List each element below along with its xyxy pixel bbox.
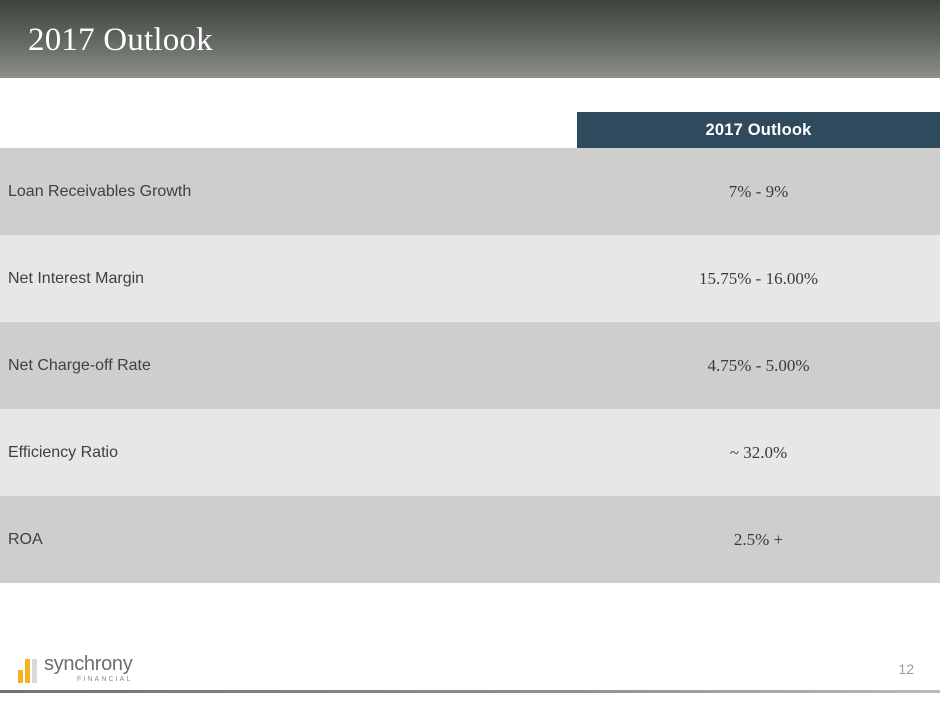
row-label: Loan Receivables Growth	[8, 182, 192, 200]
row-label: Net Interest Margin	[8, 269, 145, 287]
row-label: Net Charge-off Rate	[8, 356, 151, 374]
column-header-2017-outlook: 2017 Outlook	[577, 112, 940, 148]
table-row	[0, 148, 940, 235]
page-title: 2017 Outlook	[28, 22, 213, 58]
slide-header-banner	[0, 0, 940, 78]
row-value: 7% - 9%	[728, 181, 789, 201]
row-value: 4.75% - 5.00%	[707, 355, 810, 375]
page-number: 12	[898, 661, 914, 677]
table-row	[0, 496, 940, 583]
logo-bars-icon	[18, 659, 38, 683]
table-row	[0, 409, 940, 496]
row-value: ~ 32.0%	[729, 442, 788, 462]
synchrony-financial-logo	[18, 649, 132, 683]
logo-text	[44, 654, 132, 683]
logo-wordmark: synchrony	[44, 653, 133, 675]
row-label: Efficiency Ratio	[8, 443, 118, 461]
row-label: ROA	[8, 530, 43, 548]
table-header-row	[0, 112, 940, 148]
logo-subtitle: FINANCIAL	[76, 676, 133, 683]
footer-divider	[0, 690, 940, 693]
outlook-table	[0, 112, 940, 583]
table-row	[0, 235, 940, 322]
table-row	[0, 322, 940, 409]
row-value: 2.5% +	[733, 529, 784, 549]
row-value: 15.75% - 16.00%	[699, 268, 818, 288]
